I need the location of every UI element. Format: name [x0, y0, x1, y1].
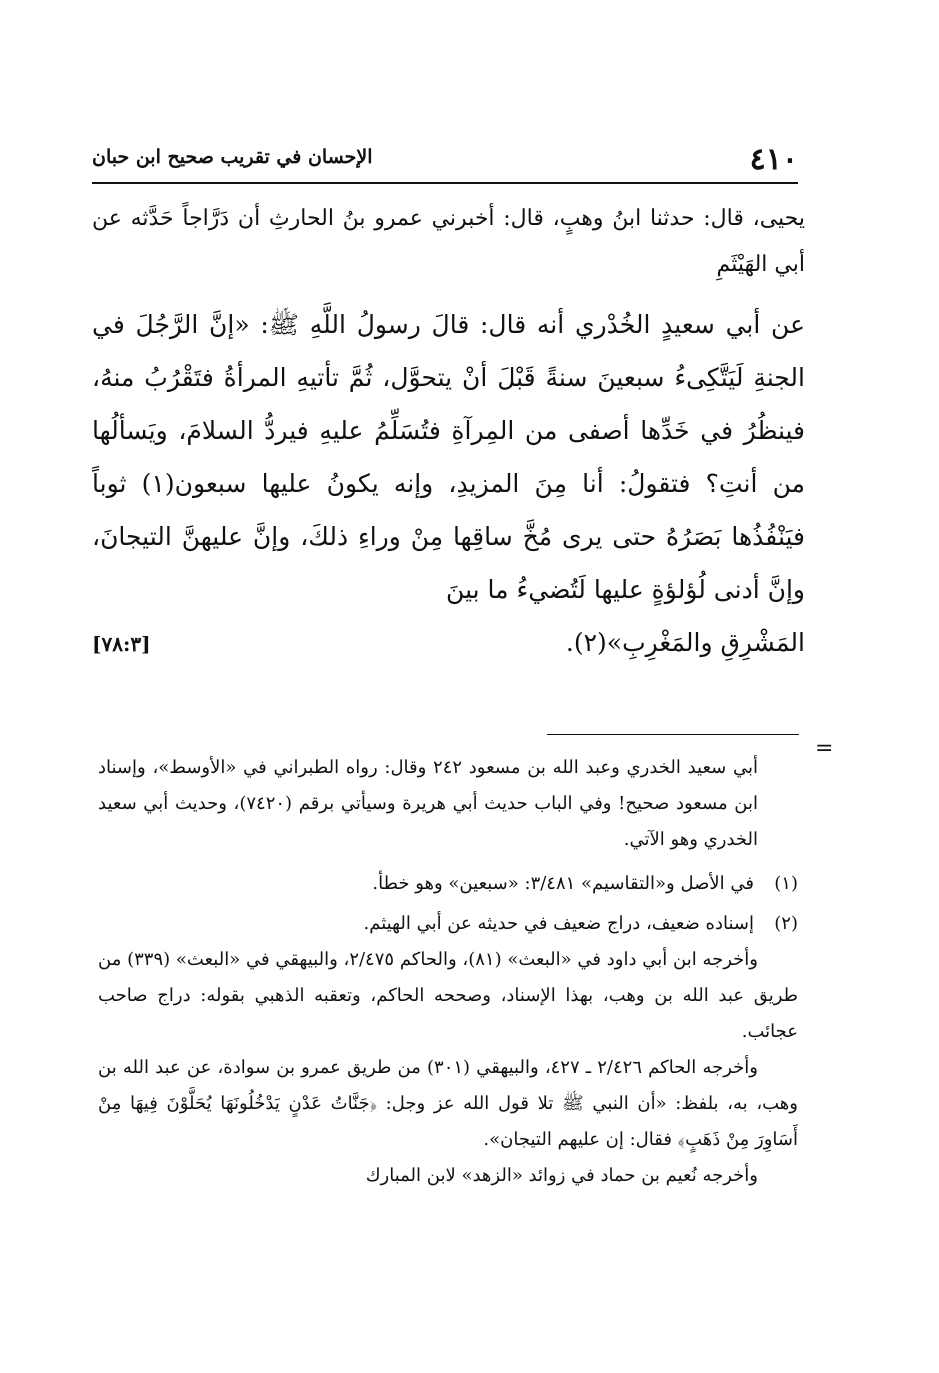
footnote-divider — [547, 734, 799, 735]
hadith-body: عن أبي سعيدٍ الخُدْري أنه قال: قالَ رسولُ اللَّهِ ﷺ: «إنَّ الرَّجُلَ في الجنةِ لَيَتَّكِىءُ سبعينَ سنةً قَبْلَ أنْ يتحوَّل، ثُمَّ تأتيهِ المرأةُ فتَقْرُبُ منهُ، فينظُرُ في خَدِّها أصفى من المِرآةِ فتُسَلِّمُ عليهِ فيردُّ السلامَ، ويَسألُها من أنتِ؟ فتقولُ: أنا مِنَ المزيدِ، وإنه يكونُ عليها سبعون(١) ثوباً فيَنْفُذُها بَصَرُهُ حتى يرى مُخَّ ساقِها مِنْ وراءِ ذلكَ، وإنَّ عليهنَّ التيجانَ، وإنَّ أدنى لُؤلؤةٍ عليها لَتُضيءُ ما بينَ — [92, 310, 805, 604]
footnote-carry-over: أبي سعيد الخدري وعبد الله بن مسعود ٢٤٢ وقال: رواه الطبراني في «الأوسط»، وإسناد ابن مسعود صحيح! وفي الباب حديث أبي هريرة وسيأتي برقم (٧٤٢٠)، وحديث أبي سعيد الخدري وهو الآتي. — [98, 757, 759, 850]
hadith-last-line — [92, 616, 805, 671]
footnotes — [98, 750, 798, 1194]
main-text — [92, 196, 805, 671]
hadith-ending: المَشْرِقِ والمَغْرِبِ»(٢). — [565, 628, 805, 657]
page-header — [92, 138, 798, 184]
footnote-paragraph: وأخرجه الحاكم ٢/٤٢٦ ـ ٤٢٧، والبيهقي (٣٠١) من طريق عمرو بن سوادة، عن عبد الله بن وهب، به، بلفظ: «أن النبي ﷺ تلا قول الله عز وجل: ﴿جَنَّاتُ عَدْنٍ يَدْخُلُونَهَا يُحَلَّوْنَ فِيهَا مِنْ أَسَاوِرَ مِنْ ذَهَبٍ﴾ فقال: إن عليهم التيجان». — [98, 1057, 798, 1150]
page-number: ٤١٠ — [749, 142, 798, 177]
hadith-text — [92, 298, 805, 671]
footnote-paragraph: وأخرجه نُعيم بن حماد في زوائد «الزهد» لابن المبارك — [365, 1165, 758, 1186]
footnote-text: في الأصل و«التقاسيم» ٣/٤٨١: «سبعين» وهو خطأ. — [372, 873, 754, 894]
reference-tag: [٧٨:٣] — [92, 632, 151, 656]
footnote-2 — [98, 906, 798, 942]
running-title: الإحسان في تقريب صحيح ابن حبان — [92, 146, 373, 168]
footnote-text: إسناده ضعيف، دراج ضعيف في حديثه عن أبي الهيثم. — [363, 913, 754, 934]
isnad-paragraph: يحيى، قال: حدثنا ابنُ وهبٍ، قال: أخبرني عمرو بنُ الحارثِ أن دَرَّاجاً حَدَّثه عن أبي الهَيْثَمِ — [92, 206, 806, 277]
footnote-1 — [98, 866, 798, 902]
footnote-paragraph: وأخرجه ابن أبي داود في «البعث» (٨١)، والحاكم ٢/٤٧٥، والبيهقي في «البعث» (٣٣٩) من طريق عبد الله بن وهب، بهذا الإسناد، وصححه الحاكم، وتعقبه الذهبي بقوله: دراج صاحب عجائب. — [98, 949, 798, 1042]
footnote-number: (٢) — [774, 913, 798, 934]
footnote-number: (١) — [774, 873, 798, 894]
continuation-mark: = — [815, 736, 834, 761]
